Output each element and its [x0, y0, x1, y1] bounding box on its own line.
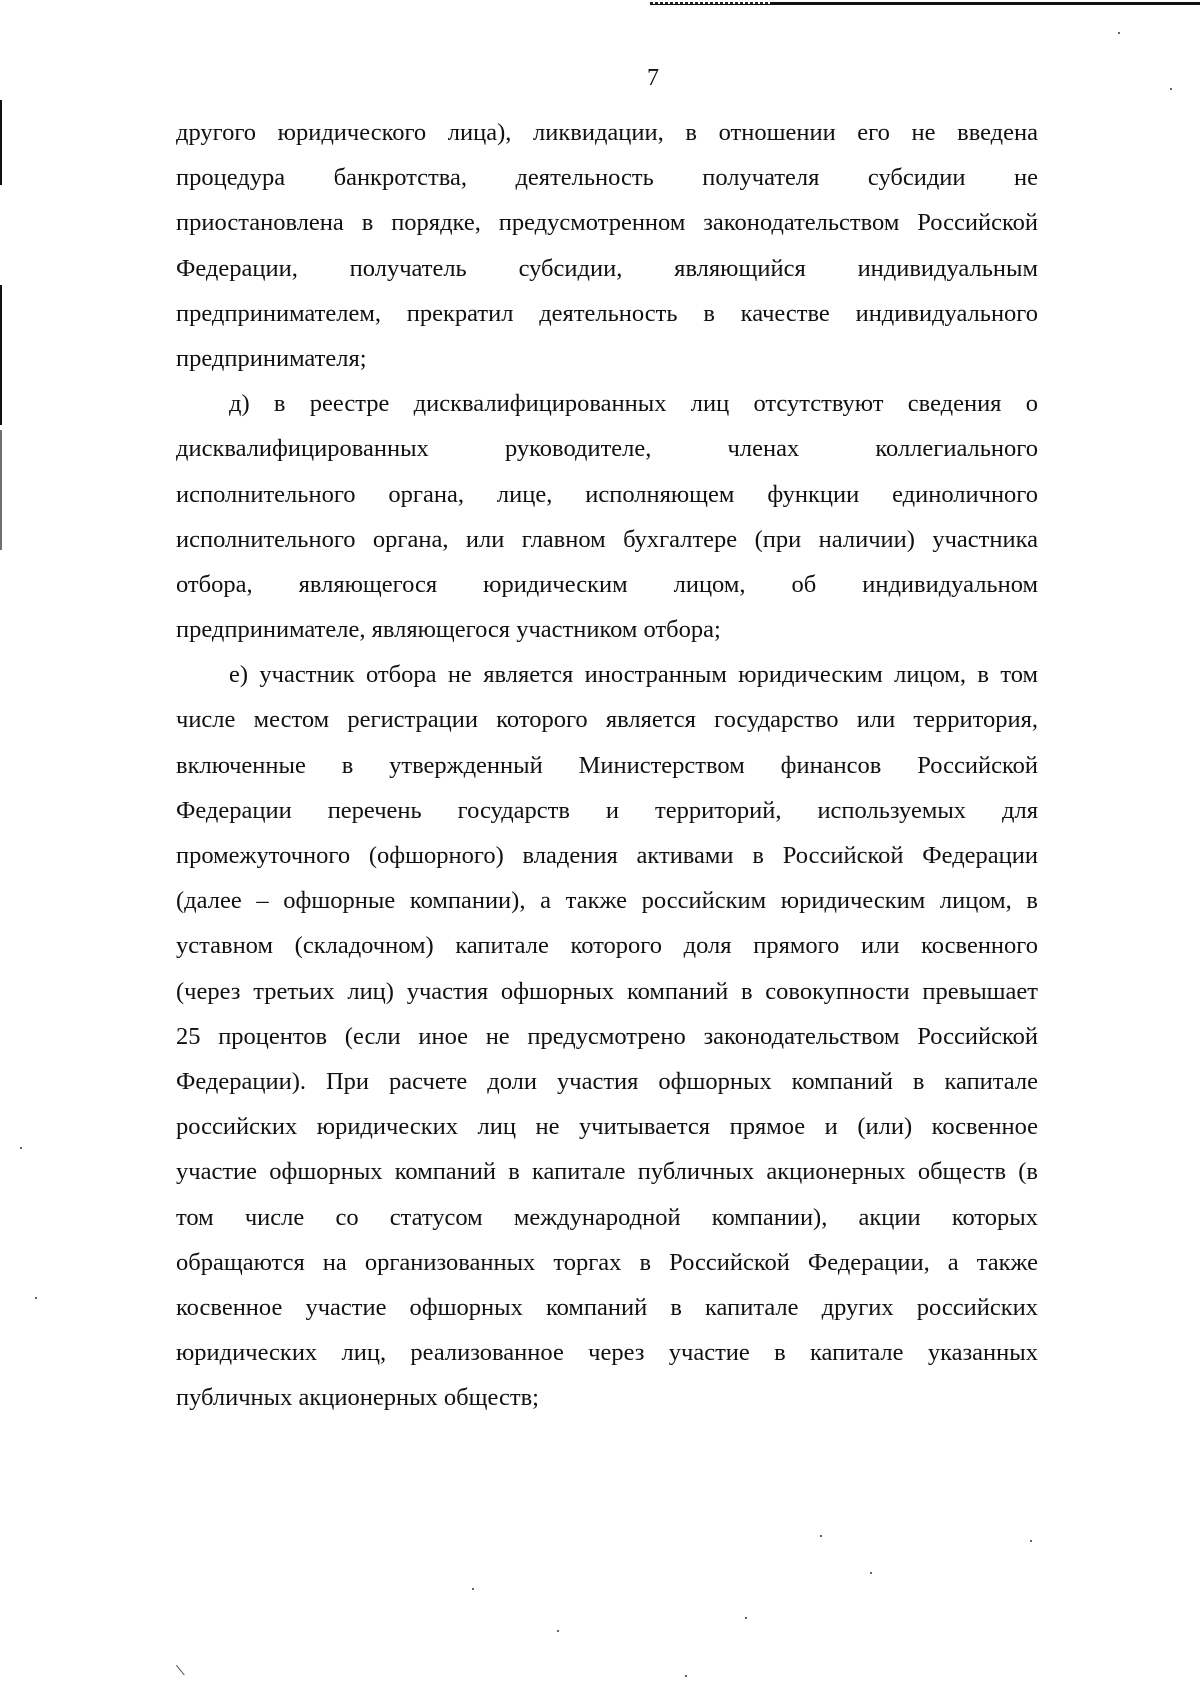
- scan-speck: [20, 1147, 22, 1149]
- text-line: 25 процентов (если иное не предусмотрено законодательством Российской: [176, 1022, 1038, 1050]
- scan-left-edge-mark: [0, 430, 2, 550]
- scan-speck: [35, 1297, 37, 1299]
- text-line: предпринимателем, прекратил деятельность в качестве индивидуального: [176, 299, 1038, 327]
- text-line: приостановлена в порядке, предусмотренном законодательством Российской: [176, 209, 1038, 237]
- scan-speck: [820, 1535, 822, 1537]
- page-number-text: 7: [647, 65, 659, 91]
- text-line: отбора, являющегося юридическим лицом, об индивидуальном: [176, 570, 1038, 598]
- document-body: [176, 110, 1038, 1420]
- scan-left-edge-mark: [0, 100, 2, 185]
- paragraph-continuation: [176, 110, 1038, 381]
- text-line: косвенное участие офшорных компаний в капитале других российских: [176, 1293, 1038, 1321]
- text-line: процедура банкротства, деятельность получателя субсидии не: [176, 164, 1038, 192]
- text-line: Федерации перечень государств и территорий, используемых для: [176, 796, 1038, 824]
- text-line: предпринимателе, являющегося участником отбора;: [176, 616, 721, 644]
- scan-speck: [1170, 88, 1172, 90]
- text-line: другого юридического лица), ликвидации, в отношении его не введена: [176, 119, 1038, 146]
- text-line: участие офшорных компаний в капитале публичных акционерных обществ (в: [176, 1158, 1038, 1186]
- text-line: Федерации). При расчете доли участия офшорных компаний в капитале: [176, 1067, 1038, 1095]
- text-line: предпринимателя;: [176, 344, 367, 372]
- scan-speck: [685, 1675, 687, 1677]
- text-line: публичных акционерных обществ;: [176, 1384, 539, 1412]
- scan-left-edge-mark: [0, 285, 2, 425]
- page-number: [0, 64, 1200, 92]
- text-line: исполнительного органа, или главном бухгалтере (при наличии) участника: [176, 525, 1038, 553]
- text-line: д) в реестре дисквалифицированных лиц отсутствуют сведения о: [229, 390, 1038, 418]
- text-line: исполнительного органа, лице, исполняющем функции единоличного: [176, 480, 1038, 508]
- text-line: уставном (складочном) капитале которого доля прямого или косвенного: [176, 932, 1038, 960]
- text-line: (через третьих лиц) участия офшорных компаний в совокупности превышает: [176, 977, 1038, 1005]
- text-line: Федерации, получатель субсидии, являющийся индивидуальным: [176, 254, 1038, 282]
- text-line: обращаются на организованных торгах в Российской Федерации, а также: [176, 1248, 1038, 1276]
- text-line: юридических лиц, реализованное через участие в капитале указанных: [176, 1339, 1038, 1367]
- scan-speck: [1030, 1540, 1032, 1542]
- text-line: (далее – офшорные компании), а также российским юридическим лицом, в: [176, 887, 1038, 915]
- text-line: российских юридических лиц не учитывается прямое и (или) косвенное: [176, 1113, 1038, 1141]
- scan-top-rule-faint: [650, 2, 770, 4]
- scan-corner-mark: \: [174, 1659, 187, 1681]
- text-line: е) участник отбора не является иностранным юридическим лицом, в том: [229, 661, 1038, 689]
- scan-speck: [870, 1572, 872, 1574]
- paragraph-item-e: [176, 652, 1038, 1420]
- scan-speck: [1118, 32, 1120, 34]
- text-line: промежуточного (офшорного) владения активами в Российской Федерации: [176, 842, 1038, 869]
- text-line: дисквалифицированных руководителе, членах коллегиального: [176, 435, 1038, 463]
- text-line: включенные в утвержденный Министерством финансов Российской: [176, 751, 1038, 779]
- scan-speck: [472, 1588, 474, 1590]
- scan-speck: [557, 1630, 559, 1632]
- paragraph-item-d: [176, 381, 1038, 652]
- text-line: числе местом регистрации которого является государство или территория,: [176, 706, 1038, 734]
- text-line: том числе со статусом международной компании), акции которых: [176, 1203, 1038, 1231]
- scan-speck: [745, 1617, 747, 1619]
